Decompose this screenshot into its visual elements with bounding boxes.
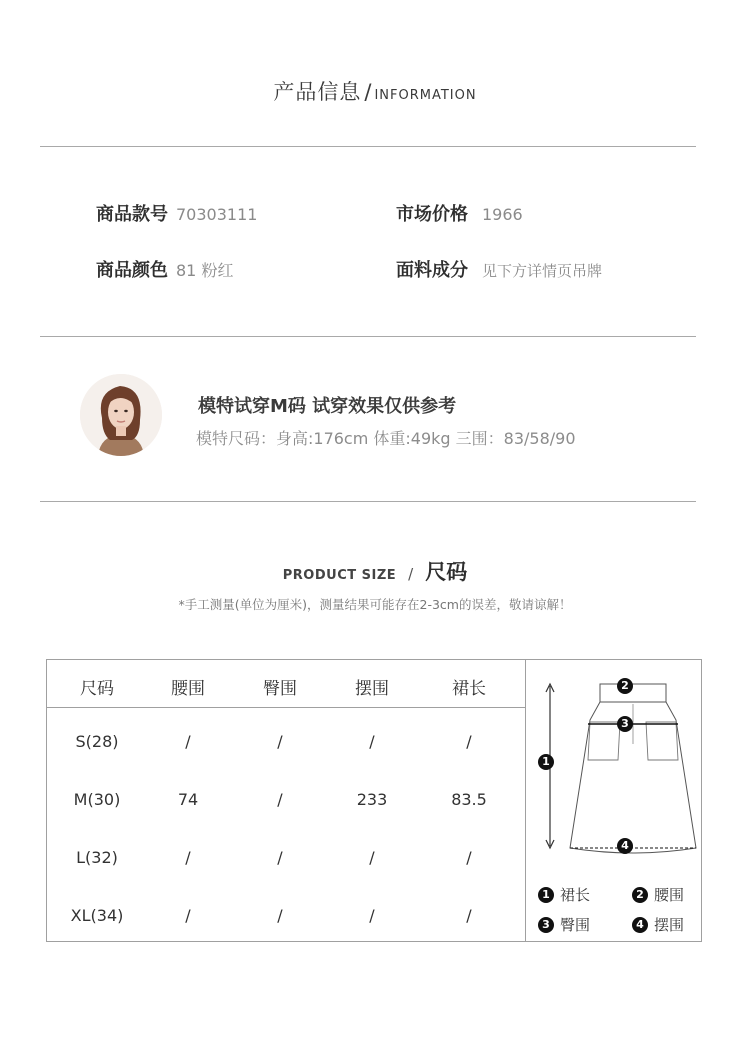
- table-header-length: 裙长: [452, 679, 486, 699]
- table-cell-size: XL(34): [70, 906, 124, 925]
- table-header-divider: [47, 707, 525, 708]
- legend-item: [632, 884, 684, 905]
- table-cell-hip: /: [277, 732, 283, 751]
- table-cell-hip: /: [277, 790, 283, 809]
- model-measurements: 模特尺码：身高:176cm 体重:49kg 三围：83/58/90: [196, 429, 576, 448]
- style-no-label: 商品款号: [96, 204, 168, 225]
- legend-label: 摆围: [654, 916, 685, 934]
- info-title-slash: /: [364, 80, 372, 104]
- table-cell-hem: 233: [356, 790, 388, 809]
- table-cell-hem: /: [369, 732, 375, 751]
- marker-hip: [617, 716, 633, 732]
- table-cell-waist: 74: [177, 790, 199, 809]
- legend-number-icon: 1: [538, 887, 554, 903]
- legend-number-icon: 3: [538, 917, 554, 933]
- size-table-box: [46, 659, 702, 942]
- legend-label: 腰围: [654, 886, 685, 904]
- size-title-cn: 尺码: [425, 560, 468, 584]
- price-value: 1966: [482, 205, 523, 224]
- price-row: [396, 200, 523, 226]
- fabric-row: [396, 256, 602, 282]
- model-fit-note: 模特试穿M码 试穿效果仅供参考: [198, 396, 457, 417]
- table-cell-size: L(32): [76, 848, 118, 867]
- table-cell-hem: /: [369, 906, 375, 925]
- style-no-value: 70303111: [176, 205, 258, 224]
- table-cell-hip: /: [277, 906, 283, 925]
- table-header-hem: 摆围: [355, 679, 389, 699]
- legend-item: [632, 914, 684, 935]
- size-title-en: PRODUCT SIZE: [282, 568, 397, 583]
- marker-length-icon: 1: [538, 754, 554, 770]
- marker-hip-icon: 3: [617, 716, 633, 732]
- divider-middle: [40, 336, 696, 337]
- color-value: 81 粉红: [176, 261, 234, 280]
- size-section-title: [0, 556, 750, 586]
- color-row: [96, 256, 233, 282]
- table-header-size: 尺码: [80, 679, 114, 699]
- skirt-measurement-diagram: [526, 660, 701, 941]
- fabric-value: 见下方详情页吊牌: [482, 262, 603, 280]
- info-section-title: [0, 76, 750, 106]
- color-label: 商品颜色: [96, 260, 168, 281]
- price-label: 市场价格: [396, 204, 468, 225]
- table-header-waist: 腰围: [171, 679, 205, 699]
- legend-label: 臀围: [560, 916, 591, 934]
- table-cell-length: /: [466, 848, 472, 867]
- legend-number-icon: 2: [632, 887, 648, 903]
- size-table: [47, 660, 525, 941]
- table-cell-length: 83.5: [451, 790, 487, 809]
- marker-hem-icon: 4: [617, 838, 633, 854]
- marker-length: [538, 754, 554, 770]
- legend-number-icon: 4: [632, 917, 648, 933]
- table-cell-length: /: [466, 906, 472, 925]
- marker-hem: [617, 838, 633, 854]
- legend-item: [538, 884, 590, 905]
- table-cell-hem: /: [369, 848, 375, 867]
- divider-top: [40, 146, 696, 147]
- size-title-slash: /: [408, 565, 414, 583]
- table-cell-length: /: [466, 732, 472, 751]
- marker-waist: [617, 678, 633, 694]
- table-header-hip: 臀围: [263, 679, 297, 699]
- divider-bottom: [40, 501, 696, 502]
- table-cell-hip: /: [277, 848, 283, 867]
- table-cell-size: M(30): [73, 790, 121, 809]
- marker-waist-icon: 2: [617, 678, 633, 694]
- table-cell-waist: /: [185, 732, 191, 751]
- model-portrait-icon: [80, 374, 162, 456]
- legend-label: 裙长: [560, 886, 591, 904]
- table-cell-size: S(28): [75, 732, 119, 751]
- info-title-en: INFORMATION: [374, 88, 477, 103]
- table-cell-waist: /: [185, 906, 191, 925]
- style-no-row: [96, 200, 257, 226]
- model-avatar: [80, 374, 162, 456]
- fabric-label: 面料成分: [396, 260, 468, 281]
- table-cell-waist: /: [185, 848, 191, 867]
- legend-item: [538, 914, 590, 935]
- info-title-cn: 产品信息: [273, 80, 362, 104]
- measurement-note: *手工测量(单位为厘米)，测量结果可能存在2-3cm的误差，敬请谅解！: [178, 597, 572, 612]
